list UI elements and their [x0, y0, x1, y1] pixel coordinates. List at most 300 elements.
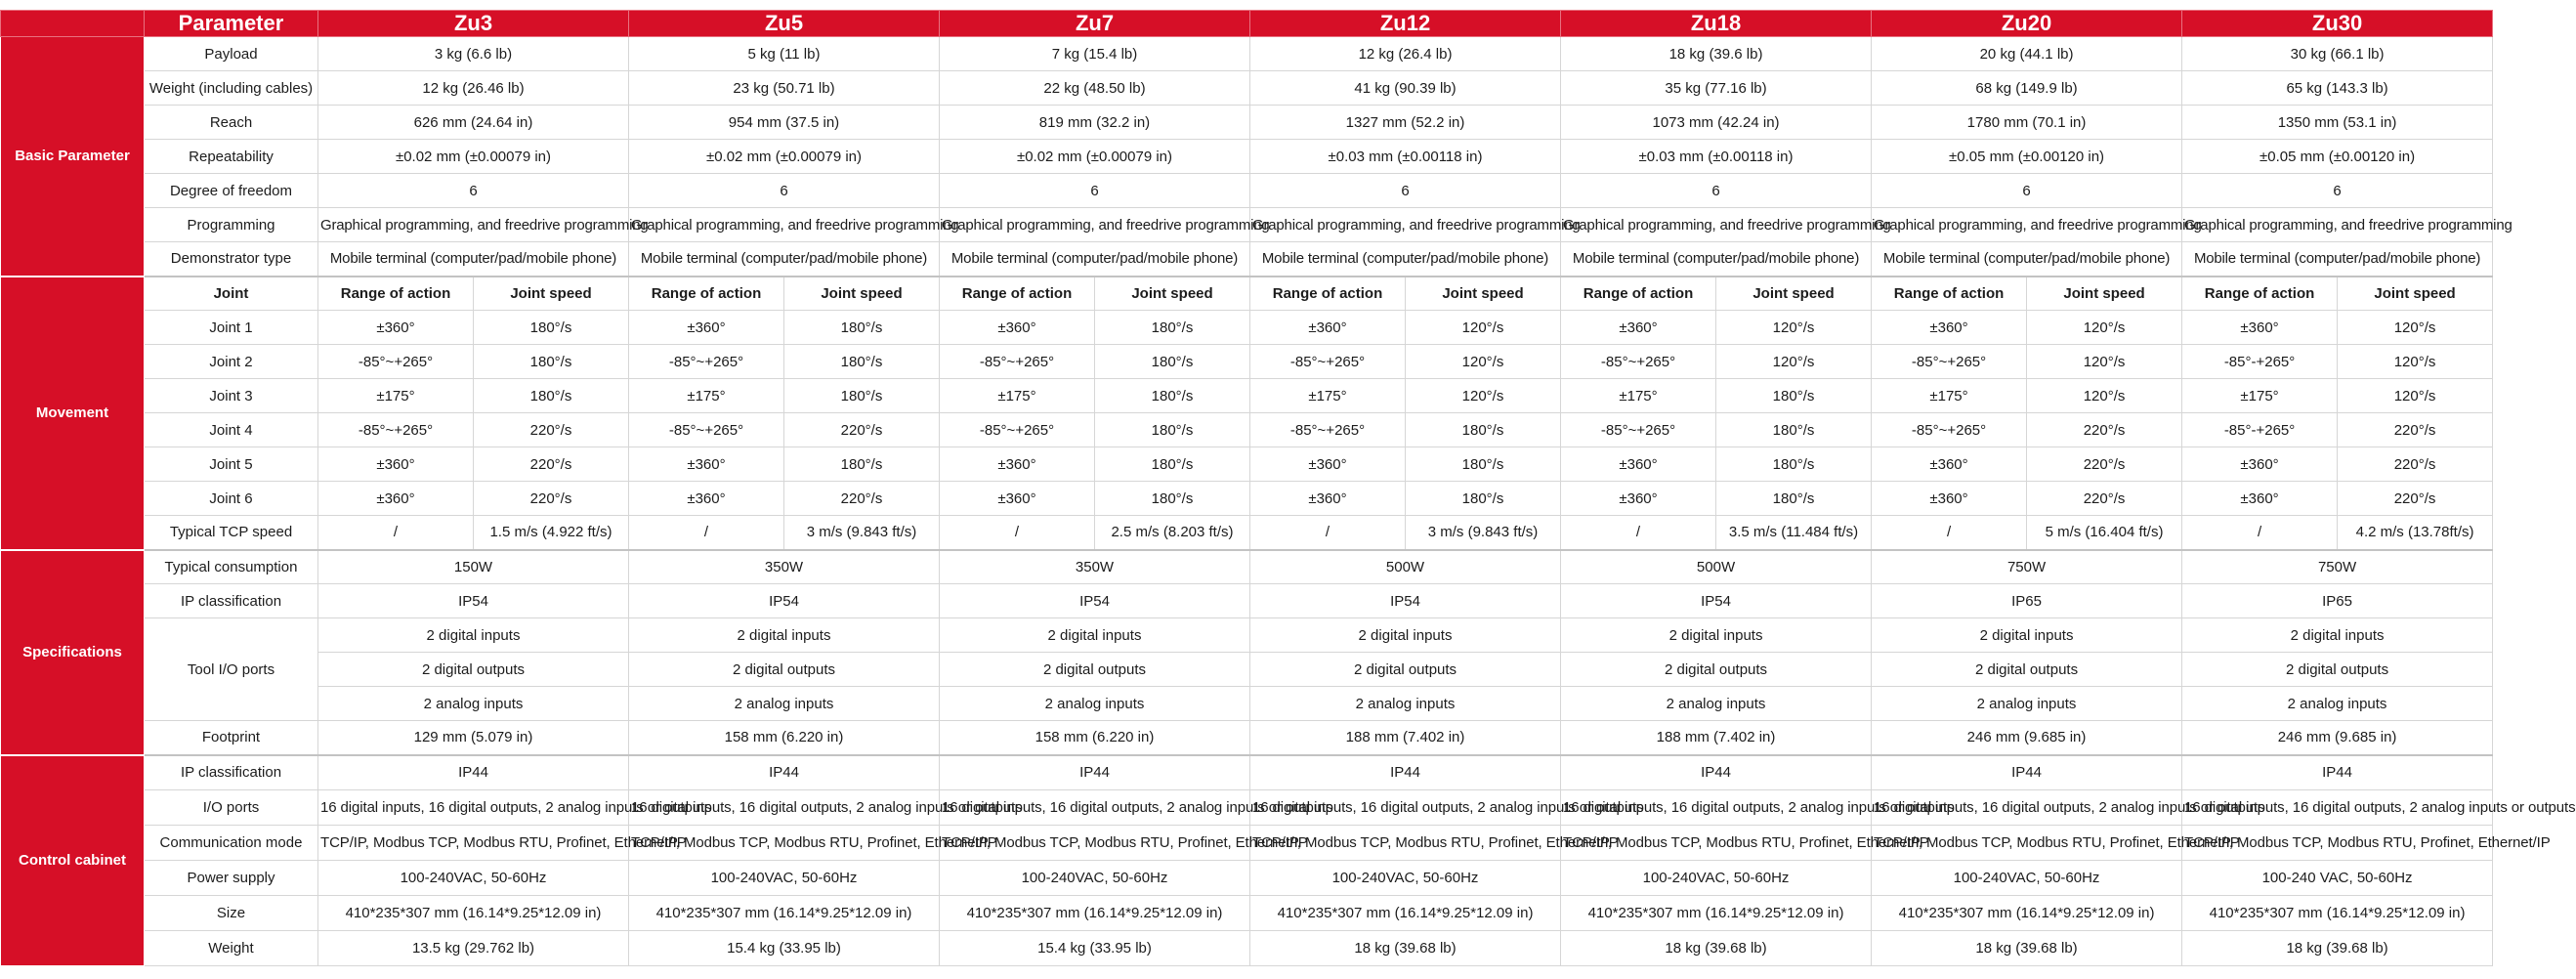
- cabinet-io-value: 16 digital inputs, 16 digital outputs, 2 analog inputs or outputs: [1872, 790, 2182, 826]
- demonstrator-value: Mobile terminal (computer/pad/mobile phone): [940, 242, 1250, 277]
- footprint-value: 246 mm (9.685 in): [2182, 721, 2493, 755]
- tcp-speed-row: [1, 516, 2493, 550]
- range-value: ±360°: [629, 482, 784, 516]
- speed-value: 180°/s: [1095, 311, 1250, 345]
- reach-value: 1073 mm (42.24 in): [1561, 106, 1872, 140]
- row-label: Reach: [145, 106, 318, 140]
- consumption-value: 500W: [1561, 550, 1872, 584]
- joint-label: Joint 5: [145, 447, 318, 482]
- cabinet-size-value: 410*235*307 mm (16.14*9.25*12.09 in): [1250, 896, 1561, 931]
- speed-value: 120°/s: [2338, 345, 2493, 379]
- dof-value: 6: [1561, 174, 1872, 208]
- weight-value: 35 kg (77.16 lb): [1561, 71, 1872, 106]
- reach-value: 626 mm (24.64 in): [318, 106, 629, 140]
- spec-table: [0, 10, 2576, 967]
- range-value: -85°~+265°: [318, 345, 474, 379]
- tool-io-value: 2 digital inputs: [940, 618, 1250, 653]
- range-value: /: [1250, 516, 1406, 550]
- dof-value: 6: [629, 174, 940, 208]
- row-label: Size: [145, 896, 318, 931]
- range-header: Range of action: [629, 277, 784, 311]
- tool-io-value: 2 analog inputs: [2182, 687, 2493, 721]
- range-header: Range of action: [318, 277, 474, 311]
- consumption-value: 750W: [2182, 550, 2493, 584]
- speed-value: 220°/s: [474, 413, 629, 447]
- range-value: ±175°: [1561, 379, 1716, 413]
- speed-value: 120°/s: [1716, 345, 1872, 379]
- repeatability-value: ±0.03 mm (±0.00118 in): [1561, 140, 1872, 174]
- cabinet-size-value: 410*235*307 mm (16.14*9.25*12.09 in): [1561, 896, 1872, 931]
- speed-value: 120°/s: [1406, 311, 1561, 345]
- tool-io-value: 2 digital inputs: [629, 618, 940, 653]
- speed-value: 120°/s: [2027, 379, 2182, 413]
- consumption-value: 350W: [629, 550, 940, 584]
- range-value: ±360°: [1872, 482, 2027, 516]
- range-value: -85°-+265°: [2182, 345, 2338, 379]
- ip-value: IP54: [629, 584, 940, 618]
- cabinet-io-value: 16 digital inputs, 16 digital outputs, 2 analog inputs or outputs: [318, 790, 629, 826]
- speed-value: 180°/s: [784, 345, 940, 379]
- range-value: ±360°: [1250, 482, 1406, 516]
- speed-value: 180°/s: [1716, 482, 1872, 516]
- tool-io-value: 2 digital outputs: [629, 653, 940, 687]
- cabinet-io-value: 16 digital inputs, 16 digital outputs, 2 analog inputs or outputs: [1561, 790, 1872, 826]
- reach-value: 1350 mm (53.1 in): [2182, 106, 2493, 140]
- cabinet-ip-value: IP44: [940, 755, 1250, 790]
- ip-value: IP54: [940, 584, 1250, 618]
- model-zu3-header: Zu3: [318, 11, 629, 37]
- joint-label: Joint 6: [145, 482, 318, 516]
- range-value: ±360°: [940, 311, 1095, 345]
- range-value: ±360°: [318, 311, 474, 345]
- speed-value: 180°/s: [1095, 379, 1250, 413]
- range-value: ±360°: [940, 447, 1095, 482]
- speed-value: 180°/s: [784, 447, 940, 482]
- cabinet-power-value: 100-240VAC, 50-60Hz: [318, 861, 629, 896]
- cabinet-size-value: 410*235*307 mm (16.14*9.25*12.09 in): [940, 896, 1250, 931]
- row-label: Demonstrator type: [145, 242, 318, 277]
- range-value: ±175°: [318, 379, 474, 413]
- speed-header: Joint speed: [2027, 277, 2182, 311]
- row-label: IP classification: [145, 584, 318, 618]
- joint-label: Typical TCP speed: [145, 516, 318, 550]
- speed-value: 120°/s: [2338, 379, 2493, 413]
- demonstrator-value: Mobile terminal (computer/pad/mobile phone): [629, 242, 940, 277]
- range-value: ±360°: [940, 482, 1095, 516]
- tool-io-value: 2 digital inputs: [1250, 618, 1561, 653]
- cabinet-size-row: [1, 896, 2493, 931]
- tool-io-row: [1, 687, 2493, 721]
- cabinet-comm-value: TCP/IP, Modbus TCP, Modbus RTU, Profinet, Ethernet/IP: [1561, 826, 1872, 861]
- weight-value: 65 kg (143.3 lb): [2182, 71, 2493, 106]
- range-value: -85°-+265°: [2182, 413, 2338, 447]
- weight-value: 41 kg (90.39 lb): [1250, 71, 1561, 106]
- cabinet-weight-value: 18 kg (39.68 lb): [1872, 931, 2182, 966]
- basic-demonstrator-row: [1, 242, 2493, 277]
- range-value: ±360°: [1561, 311, 1716, 345]
- speed-value: 180°/s: [1716, 447, 1872, 482]
- model-zu30-header: Zu30: [2182, 11, 2493, 37]
- cabinet-weight-value: 13.5 kg (29.762 lb): [318, 931, 629, 966]
- speed-value: 220°/s: [474, 447, 629, 482]
- range-value: ±175°: [1872, 379, 2027, 413]
- ip-classification-row: [1, 584, 2493, 618]
- cabinet-ip-value: IP44: [1872, 755, 2182, 790]
- reach-value: 819 mm (32.2 in): [940, 106, 1250, 140]
- tcp-speed-value: 4.2 m/s (13.78ft/s): [2338, 516, 2493, 550]
- speed-value: 220°/s: [2027, 482, 2182, 516]
- repeatability-value: ±0.02 mm (±0.00079 in): [629, 140, 940, 174]
- speed-value: 120°/s: [2338, 311, 2493, 345]
- cabinet-power-value: 100-240VAC, 50-60Hz: [1561, 861, 1872, 896]
- cabinet-comm-value: TCP/IP, Modbus TCP, Modbus RTU, Profinet, Ethernet/IP: [318, 826, 629, 861]
- range-value: /: [318, 516, 474, 550]
- cabinet-size-value: 410*235*307 mm (16.14*9.25*12.09 in): [2182, 896, 2493, 931]
- row-label: Tool I/O ports: [145, 618, 318, 721]
- range-header: Range of action: [1561, 277, 1716, 311]
- demonstrator-value: Mobile terminal (computer/pad/mobile phone): [1872, 242, 2182, 277]
- speed-header: Joint speed: [784, 277, 940, 311]
- tool-io-value: 2 digital outputs: [1561, 653, 1872, 687]
- tool-io-value: 2 digital outputs: [1872, 653, 2182, 687]
- range-value: /: [1872, 516, 2027, 550]
- cabinet-ip-row: [1, 755, 2493, 790]
- footprint-value: 188 mm (7.402 in): [1561, 721, 1872, 755]
- row-label: Weight (including cables): [145, 71, 318, 106]
- tcp-speed-value: 1.5 m/s (4.922 ft/s): [474, 516, 629, 550]
- tool-io-value: 2 analog inputs: [629, 687, 940, 721]
- range-value: /: [629, 516, 784, 550]
- cabinet-comm-value: TCP/IP, Modbus TCP, Modbus RTU, Profinet, Ethernet/IP: [940, 826, 1250, 861]
- cabinet-weight-value: 15.4 kg (33.95 lb): [940, 931, 1250, 966]
- speed-value: 180°/s: [1406, 413, 1561, 447]
- tcp-speed-value: 2.5 m/s (8.203 ft/s): [1095, 516, 1250, 550]
- speed-header: Joint speed: [474, 277, 629, 311]
- cabinet-weight-value: 18 kg (39.68 lb): [1250, 931, 1561, 966]
- speed-value: 180°/s: [1716, 379, 1872, 413]
- speed-value: 220°/s: [2338, 482, 2493, 516]
- speed-value: 220°/s: [2338, 413, 2493, 447]
- speed-header: Joint speed: [1716, 277, 1872, 311]
- joint-label: Joint 4: [145, 413, 318, 447]
- tool-io-value: 2 analog inputs: [940, 687, 1250, 721]
- range-header: Range of action: [1872, 277, 2027, 311]
- range-header: Range of action: [940, 277, 1095, 311]
- range-value: ±175°: [1250, 379, 1406, 413]
- basic-dof-row: [1, 174, 2493, 208]
- consumption-value: 500W: [1250, 550, 1561, 584]
- joint-row: [1, 413, 2493, 447]
- tool-io-value: 2 digital outputs: [1250, 653, 1561, 687]
- consumption-value: 150W: [318, 550, 629, 584]
- range-value: ±360°: [1561, 482, 1716, 516]
- cabinet-io-value: 16 digital inputs, 16 digital outputs, 2 analog inputs or outputs: [940, 790, 1250, 826]
- payload-value: 5 kg (11 lb): [629, 37, 940, 71]
- range-value: -85°~+265°: [629, 413, 784, 447]
- range-header: Range of action: [2182, 277, 2338, 311]
- section-control-cabinet: Control cabinet: [1, 755, 145, 966]
- weight-value: 68 kg (149.9 lb): [1872, 71, 2182, 106]
- range-value: ±360°: [1561, 447, 1716, 482]
- tool-io-value: 2 digital outputs: [940, 653, 1250, 687]
- row-label: Footprint: [145, 721, 318, 755]
- payload-value: 20 kg (44.1 lb): [1872, 37, 2182, 71]
- range-value: /: [940, 516, 1095, 550]
- row-label: Repeatability: [145, 140, 318, 174]
- speed-header: Joint speed: [2338, 277, 2493, 311]
- range-value: -85°~+265°: [1872, 345, 2027, 379]
- dof-value: 6: [1872, 174, 2182, 208]
- cabinet-power-value: 100-240 VAC, 50-60Hz: [2182, 861, 2493, 896]
- speed-value: 180°/s: [1716, 413, 1872, 447]
- basic-programming-row: [1, 208, 2493, 242]
- speed-value: 120°/s: [2027, 345, 2182, 379]
- row-label: IP classification: [145, 755, 318, 790]
- tool-io-value: 2 digital inputs: [2182, 618, 2493, 653]
- tcp-speed-value: 5 m/s (16.404 ft/s): [2027, 516, 2182, 550]
- tcp-speed-value: 3 m/s (9.843 ft/s): [1406, 516, 1561, 550]
- cabinet-size-value: 410*235*307 mm (16.14*9.25*12.09 in): [629, 896, 940, 931]
- tool-io-value: 2 digital inputs: [318, 618, 629, 653]
- speed-value: 180°/s: [1095, 413, 1250, 447]
- programming-value: Graphical programming, and freedrive programming: [2182, 208, 2493, 242]
- model-zu7-header: Zu7: [940, 11, 1250, 37]
- speed-value: 180°/s: [474, 311, 629, 345]
- section-specifications: Specifications: [1, 550, 145, 755]
- range-value: ±360°: [1872, 447, 2027, 482]
- programming-value: Graphical programming, and freedrive programming: [940, 208, 1250, 242]
- tool-io-row: [1, 653, 2493, 687]
- range-value: -85°~+265°: [1561, 413, 1716, 447]
- speed-value: 180°/s: [474, 379, 629, 413]
- parameter-header: Parameter: [145, 11, 318, 37]
- programming-value: Graphical programming, and freedrive programming: [629, 208, 940, 242]
- speed-value: 180°/s: [784, 311, 940, 345]
- joint-row: [1, 379, 2493, 413]
- row-label: Typical consumption: [145, 550, 318, 584]
- cabinet-comm-value: TCP/IP, Modbus TCP, Modbus RTU, Profinet, Ethernet/IP: [1250, 826, 1561, 861]
- speed-value: 180°/s: [784, 379, 940, 413]
- cabinet-comm-value: TCP/IP, Modbus TCP, Modbus RTU, Profinet, Ethernet/IP: [2182, 826, 2493, 861]
- range-value: ±360°: [1250, 447, 1406, 482]
- dof-value: 6: [2182, 174, 2493, 208]
- range-value: ±175°: [2182, 379, 2338, 413]
- footprint-value: 158 mm (6.220 in): [629, 721, 940, 755]
- demonstrator-value: Mobile terminal (computer/pad/mobile phone): [318, 242, 629, 277]
- tool-io-row: [1, 618, 2493, 653]
- speed-value: 180°/s: [1095, 447, 1250, 482]
- speed-value: 220°/s: [474, 482, 629, 516]
- payload-value: 18 kg (39.6 lb): [1561, 37, 1872, 71]
- row-label: Power supply: [145, 861, 318, 896]
- range-value: -85°~+265°: [318, 413, 474, 447]
- joint-label: Joint 2: [145, 345, 318, 379]
- header-corner: [1, 11, 145, 37]
- range-value: ±360°: [1250, 311, 1406, 345]
- joint-label: Joint 3: [145, 379, 318, 413]
- joint-row: [1, 482, 2493, 516]
- demonstrator-value: Mobile terminal (computer/pad/mobile phone): [1250, 242, 1561, 277]
- ip-value: IP54: [1561, 584, 1872, 618]
- repeatability-value: ±0.05 mm (±0.00120 in): [1872, 140, 2182, 174]
- speed-value: 120°/s: [2027, 311, 2182, 345]
- joint-label: Joint 1: [145, 311, 318, 345]
- row-label: Weight: [145, 931, 318, 966]
- payload-value: 3 kg (6.6 lb): [318, 37, 629, 71]
- model-zu12-header: Zu12: [1250, 11, 1561, 37]
- range-header: Range of action: [1250, 277, 1406, 311]
- reach-value: 1327 mm (52.2 in): [1250, 106, 1561, 140]
- section-basic-parameter: Basic Parameter: [1, 37, 145, 277]
- cabinet-weight-value: 18 kg (39.68 lb): [1561, 931, 1872, 966]
- range-value: ±360°: [2182, 447, 2338, 482]
- tcp-speed-value: 3 m/s (9.843 ft/s): [784, 516, 940, 550]
- footprint-value: 158 mm (6.220 in): [940, 721, 1250, 755]
- programming-value: Graphical programming, and freedrive programming: [1561, 208, 1872, 242]
- tool-io-value: 2 digital inputs: [1872, 618, 2182, 653]
- range-value: /: [1561, 516, 1716, 550]
- cabinet-power-value: 100-240VAC, 50-60Hz: [1250, 861, 1561, 896]
- range-value: ±175°: [629, 379, 784, 413]
- cabinet-weight-value: 15.4 kg (33.95 lb): [629, 931, 940, 966]
- cabinet-ip-value: IP44: [318, 755, 629, 790]
- cabinet-comm-row: [1, 826, 2493, 861]
- programming-value: Graphical programming, and freedrive programming: [1250, 208, 1561, 242]
- speed-value: 120°/s: [1406, 379, 1561, 413]
- range-value: -85°~+265°: [1250, 413, 1406, 447]
- reach-value: 1780 mm (70.1 in): [1872, 106, 2182, 140]
- range-value: -85°~+265°: [940, 413, 1095, 447]
- basic-weight-row: [1, 71, 2493, 106]
- row-label: Communication mode: [145, 826, 318, 861]
- reach-value: 954 mm (37.5 in): [629, 106, 940, 140]
- demonstrator-value: Mobile terminal (computer/pad/mobile phone): [1561, 242, 1872, 277]
- repeatability-value: ±0.02 mm (±0.00079 in): [318, 140, 629, 174]
- cabinet-ip-value: IP44: [629, 755, 940, 790]
- footprint-value: 129 mm (5.079 in): [318, 721, 629, 755]
- footprint-row: [1, 721, 2493, 755]
- range-value: ±360°: [629, 311, 784, 345]
- model-zu5-header: Zu5: [629, 11, 940, 37]
- range-value: ±360°: [318, 447, 474, 482]
- speed-header: Joint speed: [1406, 277, 1561, 311]
- programming-value: Graphical programming, and freedrive programming: [1872, 208, 2182, 242]
- tool-io-value: 2 digital inputs: [1561, 618, 1872, 653]
- footprint-value: 246 mm (9.685 in): [1872, 721, 2182, 755]
- joint-header: Joint: [145, 277, 318, 311]
- speed-value: 180°/s: [1095, 482, 1250, 516]
- cabinet-io-value: 16 digital inputs, 16 digital outputs, 2 analog inputs or outputs: [629, 790, 940, 826]
- dof-value: 6: [1250, 174, 1561, 208]
- tool-io-value: 2 digital outputs: [318, 653, 629, 687]
- speed-value: 220°/s: [2027, 413, 2182, 447]
- speed-value: 220°/s: [784, 482, 940, 516]
- cabinet-io-value: 16 digital inputs, 16 digital outputs, 2 analog inputs or outputs: [1250, 790, 1561, 826]
- speed-value: 220°/s: [2338, 447, 2493, 482]
- payload-value: 7 kg (15.4 lb): [940, 37, 1250, 71]
- cabinet-weight-row: [1, 931, 2493, 966]
- range-value: ±360°: [318, 482, 474, 516]
- speed-value: 180°/s: [474, 345, 629, 379]
- tool-io-value: 2 analog inputs: [318, 687, 629, 721]
- basic-reach-row: [1, 106, 2493, 140]
- cabinet-ip-value: IP44: [2182, 755, 2493, 790]
- cabinet-io-row: [1, 790, 2493, 826]
- section-movement: Movement: [1, 277, 145, 550]
- weight-value: 22 kg (48.50 lb): [940, 71, 1250, 106]
- consumption-value: 350W: [940, 550, 1250, 584]
- range-value: ±360°: [2182, 311, 2338, 345]
- dof-value: 6: [940, 174, 1250, 208]
- consumption-row: [1, 550, 2493, 584]
- range-value: -85°~+265°: [1872, 413, 2027, 447]
- speed-value: 180°/s: [1406, 482, 1561, 516]
- weight-value: 23 kg (50.71 lb): [629, 71, 940, 106]
- speed-value: 220°/s: [784, 413, 940, 447]
- range-value: -85°~+265°: [940, 345, 1095, 379]
- cabinet-power-value: 100-240VAC, 50-60Hz: [629, 861, 940, 896]
- tool-io-value: 2 analog inputs: [1561, 687, 1872, 721]
- speed-header: Joint speed: [1095, 277, 1250, 311]
- cabinet-comm-value: TCP/IP, Modbus TCP, Modbus RTU, Profinet, Ethernet/IP: [1872, 826, 2182, 861]
- repeatability-value: ±0.05 mm (±0.00120 in): [2182, 140, 2493, 174]
- range-value: -85°~+265°: [629, 345, 784, 379]
- cabinet-ip-value: IP44: [1250, 755, 1561, 790]
- tool-io-value: 2 analog inputs: [1872, 687, 2182, 721]
- joint-row: [1, 447, 2493, 482]
- movement-header-row: [1, 277, 2493, 311]
- repeatability-value: ±0.02 mm (±0.00079 in): [940, 140, 1250, 174]
- joint-row: [1, 311, 2493, 345]
- range-value: -85°~+265°: [1250, 345, 1406, 379]
- tcp-speed-value: 3.5 m/s (11.484 ft/s): [1716, 516, 1872, 550]
- consumption-value: 750W: [1872, 550, 2182, 584]
- model-zu18-header: Zu18: [1561, 11, 1872, 37]
- row-label: Payload: [145, 37, 318, 71]
- payload-value: 12 kg (26.4 lb): [1250, 37, 1561, 71]
- cabinet-comm-value: TCP/IP, Modbus TCP, Modbus RTU, Profinet, Ethernet/IP: [629, 826, 940, 861]
- cabinet-weight-value: 18 kg (39.68 lb): [2182, 931, 2493, 966]
- ip-value: IP54: [318, 584, 629, 618]
- speed-value: 180°/s: [1406, 447, 1561, 482]
- range-value: ±175°: [940, 379, 1095, 413]
- row-label: Programming: [145, 208, 318, 242]
- cabinet-size-value: 410*235*307 mm (16.14*9.25*12.09 in): [318, 896, 629, 931]
- speed-value: 180°/s: [1095, 345, 1250, 379]
- range-value: ±360°: [1872, 311, 2027, 345]
- weight-value: 12 kg (26.46 lb): [318, 71, 629, 106]
- ip-value: IP54: [1250, 584, 1561, 618]
- cabinet-power-value: 100-240VAC, 50-60Hz: [940, 861, 1250, 896]
- header-row: [1, 11, 2493, 37]
- ip-value: IP65: [1872, 584, 2182, 618]
- speed-value: 120°/s: [1716, 311, 1872, 345]
- range-value: -85°~+265°: [1561, 345, 1716, 379]
- cabinet-ip-value: IP44: [1561, 755, 1872, 790]
- model-zu20-header: Zu20: [1872, 11, 2182, 37]
- joint-row: [1, 345, 2493, 379]
- range-value: /: [2182, 516, 2338, 550]
- speed-value: 220°/s: [2027, 447, 2182, 482]
- cabinet-io-value: 16 digital inputs, 16 digital outputs, 2 analog inputs or outputs: [2182, 790, 2493, 826]
- cabinet-power-row: [1, 861, 2493, 896]
- row-label: I/O ports: [145, 790, 318, 826]
- tool-io-value: 2 analog inputs: [1250, 687, 1561, 721]
- range-value: ±360°: [629, 447, 784, 482]
- tool-io-value: 2 digital outputs: [2182, 653, 2493, 687]
- row-label: Degree of freedom: [145, 174, 318, 208]
- basic-repeatability-row: [1, 140, 2493, 174]
